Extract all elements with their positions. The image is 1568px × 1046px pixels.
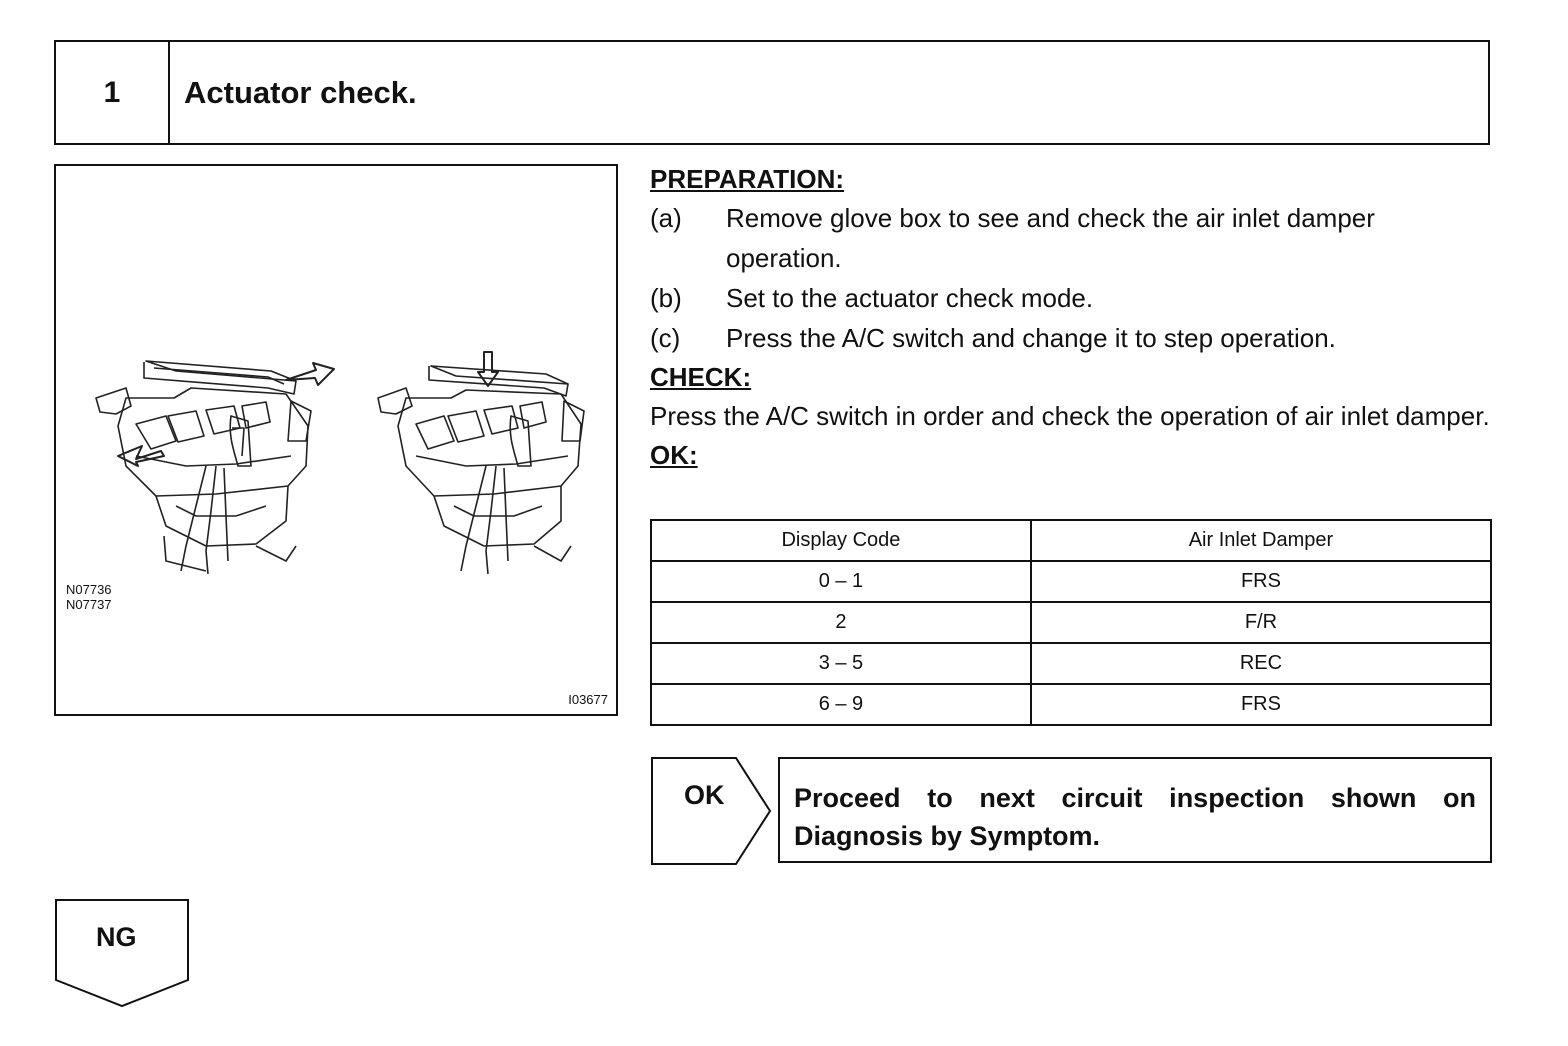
table-cell: 2: [651, 602, 1031, 643]
check-heading: CHECK:: [650, 362, 752, 392]
table-cell: 3 – 5: [651, 643, 1031, 684]
table-cell: 0 – 1: [651, 561, 1031, 602]
preparation-heading: PREPARATION:: [650, 164, 845, 194]
table-row: [651, 561, 1491, 602]
table-cell: REC: [1031, 643, 1491, 684]
table-cell: FRS: [1031, 561, 1491, 602]
step-number: 1: [56, 42, 170, 143]
item-mark: (a): [650, 203, 682, 233]
preparation-item: [650, 198, 1496, 278]
preparation-item: [650, 318, 1496, 358]
table-row: [651, 602, 1491, 643]
column-header: Air Inlet Damper: [1031, 520, 1491, 561]
heater-unit-illustration: [56, 166, 616, 714]
ok-label: OK: [684, 780, 725, 810]
figure-code-1: N07736: [66, 582, 112, 597]
figure-id: I03677: [568, 692, 608, 707]
item-text: Press the A/C switch and change it to step operation.: [726, 323, 1336, 353]
ng-label: NG: [96, 922, 137, 952]
figure-codes: [66, 582, 112, 612]
column-header: Display Code: [651, 520, 1031, 561]
item-text: Set to the actuator check mode.: [726, 283, 1094, 313]
ok-arrow-box: [650, 756, 774, 868]
table-cell: F/R: [1031, 602, 1491, 643]
check-text: Press the A/C switch in order and check the operation of air inlet damper.: [650, 401, 1490, 431]
ok-table: [650, 519, 1492, 726]
table-header-row: [651, 520, 1491, 561]
figure-code-2: N07737: [66, 597, 112, 612]
instruction-text: [650, 160, 1496, 474]
step-title: Actuator check.: [184, 74, 417, 110]
table-row: [651, 643, 1491, 684]
item-mark: (b): [650, 283, 682, 313]
preparation-item: [650, 278, 1496, 318]
ng-arrow-box: [54, 898, 194, 1010]
table-cell: 6 – 9: [651, 684, 1031, 725]
table-row: [651, 684, 1491, 725]
item-mark: (c): [650, 323, 681, 353]
step-header: [54, 40, 1490, 145]
left-heater-unit-drawing: [96, 361, 311, 574]
actuator-figure: [54, 164, 618, 716]
ok-result-text: Proceed to next circuit inspection shown on Diagnosis by Symptom.: [778, 757, 1492, 863]
right-heater-unit-drawing: [378, 366, 584, 574]
item-text: Remove glove box to see and check the air inlet damper operation.: [726, 203, 1375, 273]
table-cell: FRS: [1031, 684, 1491, 725]
ok-heading: OK:: [650, 440, 698, 470]
